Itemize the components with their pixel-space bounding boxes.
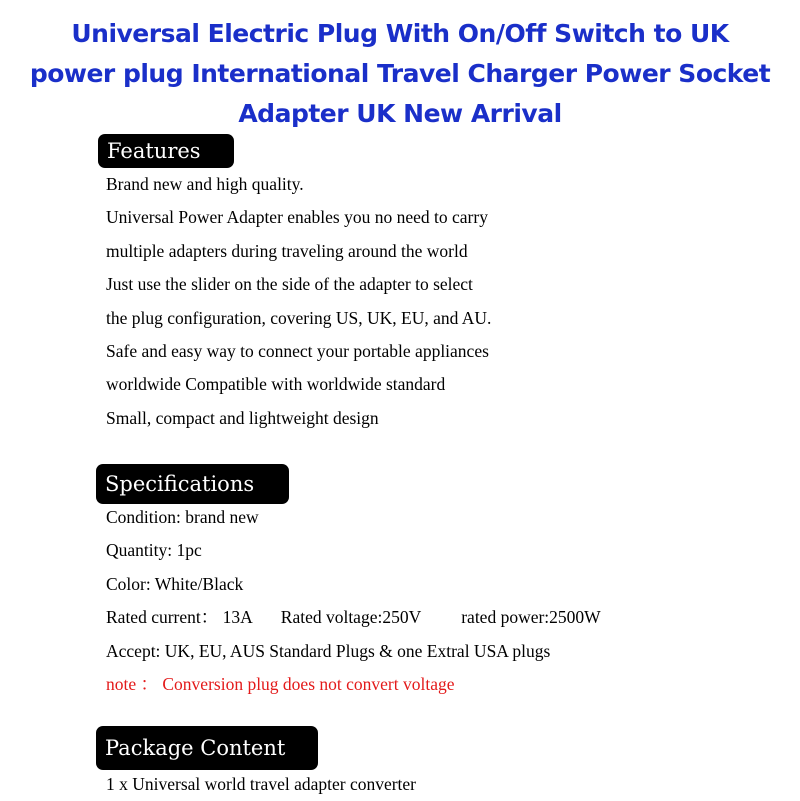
- features-item: Universal Power Adapter enables you no need to carry: [106, 207, 488, 228]
- spec-condition: Condition: brand new: [106, 507, 259, 527]
- package-item: 1 x Universal world travel adapter converter: [106, 774, 417, 794]
- features-list: [106, 168, 491, 435]
- package-content-heading: Package Content: [96, 726, 318, 770]
- features-item: the plug configuration, covering US, UK, EU, and AU.: [106, 307, 492, 328]
- spec-ratings: [106, 601, 601, 634]
- features-item: multiple adapters during traveling around the world: [106, 240, 468, 261]
- product-title-line-3: Adapter UK New Arrival: [238, 99, 562, 128]
- product-title-line-1: Universal Electric Plug With On/Off Switch to UK: [71, 19, 729, 48]
- features-item: worldwide Compatible with worldwide standard: [106, 374, 446, 395]
- spec-note: note ： Conversion plug does not convert voltage: [106, 673, 455, 694]
- specifications-list: [106, 501, 601, 701]
- spec-rated-voltage: Rated voltage:250V: [280, 607, 422, 628]
- spec-color: Color: White/Black: [106, 573, 244, 594]
- product-title: [0, 14, 800, 134]
- product-title-line-2: power plug International Travel Charger Power Socket: [29, 59, 771, 88]
- features-heading: Features: [98, 134, 234, 168]
- features-item: Small, compact and lightweight design: [106, 407, 379, 428]
- specifications-heading: Specifications: [96, 464, 289, 504]
- features-item: Just use the slider on the side of the adapter to select: [106, 274, 473, 295]
- package-content-list: [106, 768, 416, 801]
- features-item: Safe and easy way to connect your portable appliances: [106, 340, 489, 361]
- spec-quantity: Quantity: 1pc: [106, 540, 202, 561]
- spec-rated-power: rated power:2500W: [461, 607, 601, 628]
- spec-accept: Accept: UK, EU, AUS Standard Plugs & one Extral USA plugs: [106, 640, 551, 661]
- spec-rated-current: Rated current： 13A: [106, 607, 253, 628]
- features-item: Brand new and high quality.: [106, 174, 304, 194]
